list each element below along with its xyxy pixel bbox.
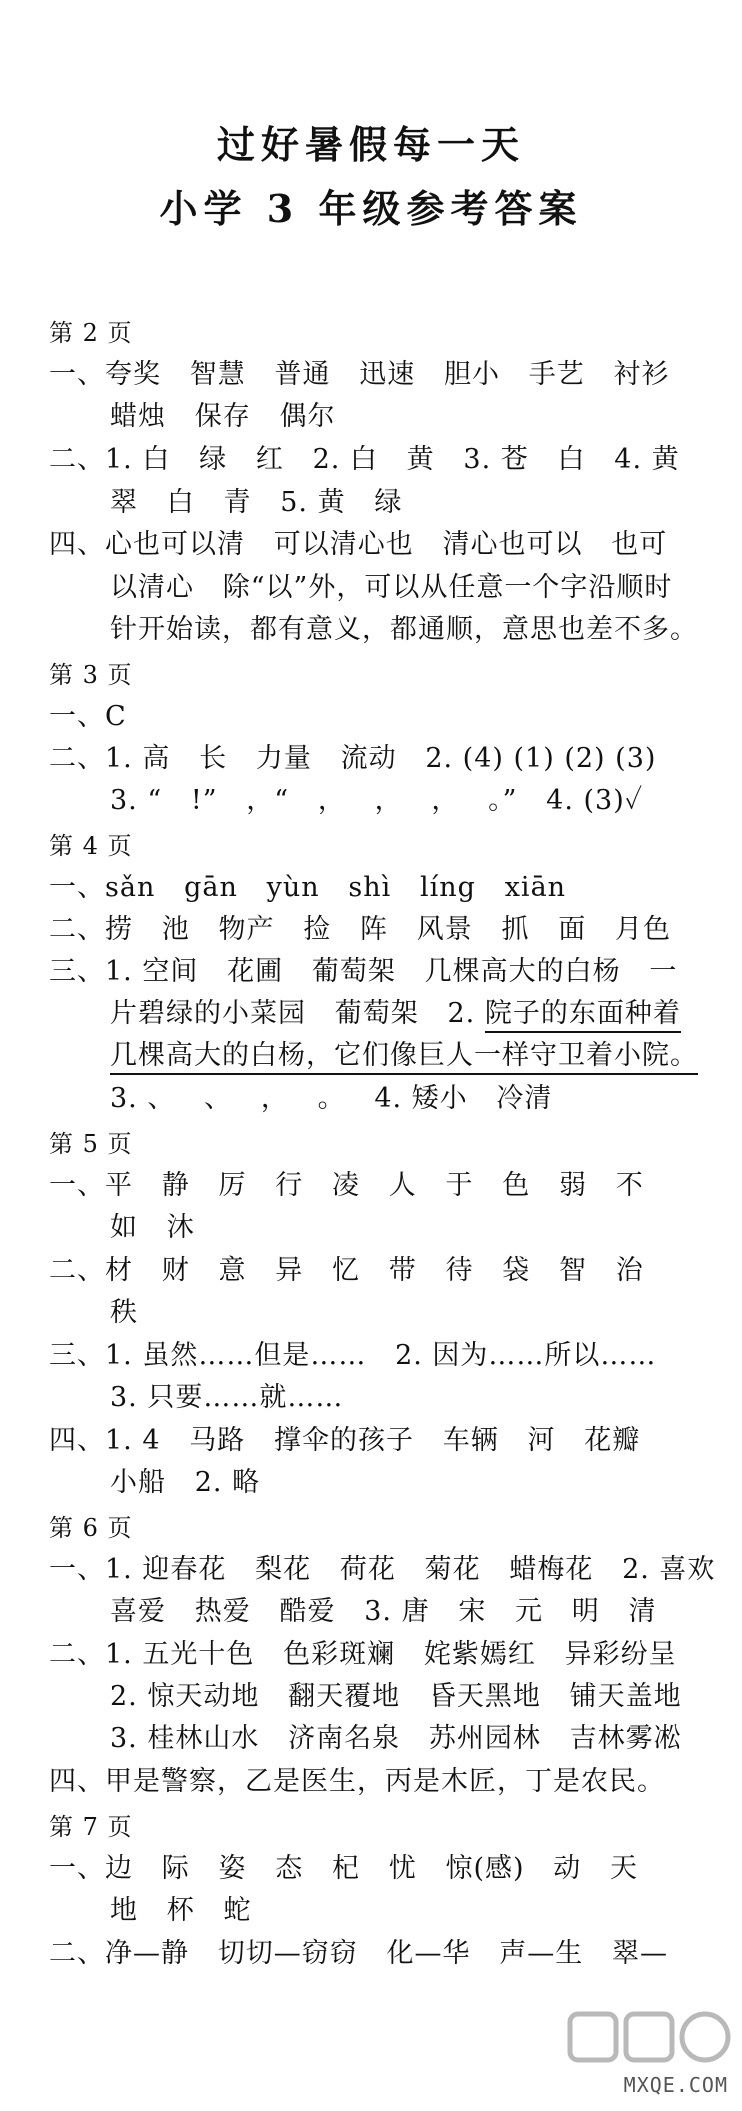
answer-line: 二、1. 高 长 力量 流动 2. (4) (1) (2) (3) [49, 743, 657, 774]
page-subtitle: 小学 3 年级参考答案 [159, 186, 583, 231]
page-heading-7: 第 7 页 [49, 1813, 133, 1841]
answer-line: 3. “ !” ，“ ， ， ， 。” 4. (3)✓ [110, 785, 644, 816]
answer-line: 小船 2. 略 [110, 1467, 261, 1498]
answer-line: 一、夸奖 智慧 普通 迅速 胆小 手艺 衬衫 [49, 359, 670, 390]
answer-text: 片碧绿的小菜园 葡萄架 2. [110, 998, 476, 1029]
underlined-answer: 院子的东面种着 [485, 998, 681, 1033]
answer-line: 3. 桂林山水 济南名泉 苏州园林 吉林雾凇 [110, 1723, 682, 1754]
page-heading-5: 第 5 页 [49, 1130, 133, 1158]
answer-line: 一、C [49, 701, 127, 732]
answer-line: 四、甲是警察，乙是医生，丙是木匠，丁是农民。 [49, 1766, 665, 1797]
underlined-answer: 几棵高大的白杨，它们像巨人一样守卫着小院。 [110, 1040, 698, 1075]
answer-line: 四、1. 4 马路 撑伞的孩子 车辆 河 花瓣 [49, 1425, 641, 1456]
answer-line: 3. 、 、 ， 。 4. 矮小 冷清 [110, 1083, 553, 1114]
page-title: 过好暑假每一天 [216, 122, 525, 167]
answer-line: 二、净—静 切切—窃窃 化—华 声—生 翠— [49, 1938, 668, 1969]
answer-line: 一、1. 迎春花 梨花 荷花 菊花 蜡梅花 2. 喜欢 [49, 1554, 716, 1585]
page-heading-4: 第 4 页 [49, 832, 133, 860]
answer-line [110, 1039, 698, 1073]
page-heading-3: 第 3 页 [49, 661, 133, 689]
answer-line: 四、心也可以清 可以清心也 清心也可以 也可 [49, 529, 668, 560]
answer-line: 一、平 静 厉 行 凌 人 于 色 弱 不 [49, 1170, 644, 1201]
answer-line: 针开始读，都有意义，都通顺，意思也差不多。 [110, 614, 698, 645]
answer-line: 一、边 际 姿 态 杞 忧 惊(感) 动 天 [49, 1853, 639, 1884]
answer-line: 3. 只要……就…… [110, 1382, 344, 1413]
answer-line [110, 997, 681, 1031]
answer-line: 一、sǎn gān yùn shì líng xiān [49, 872, 567, 903]
answer-line: 蜡烛 保存 偶尔 [110, 401, 336, 432]
watermark-text: MXQE.COM [623, 2073, 728, 2097]
answer-line: 地 杯 蛇 [110, 1895, 252, 1926]
answer-line: 三、1. 虽然……但是…… 2. 因为……所以…… [49, 1340, 657, 1371]
answer-line: 二、材 财 意 异 忆 带 待 袋 智 治 [49, 1255, 644, 1286]
answer-line: 二、1. 白 绿 红 2. 白 黄 3. 苍 白 4. 黄 [49, 444, 680, 475]
answer-line: 三、1. 空间 花圃 葡萄架 几棵高大的白杨 一 [49, 956, 678, 987]
answer-line: 秩 [110, 1297, 138, 1328]
answer-line: 翠 白 青 5. 黄 绿 [110, 487, 403, 518]
answer-line: 喜爱 热爱 酷爱 3. 唐 宋 元 明 清 [110, 1596, 657, 1627]
answer-line: 以清心 除“以”外，可以从任意一个字沿顺时 [110, 572, 673, 603]
answer-line: 二、捞 池 物产 捡 阵 风景 抓 面 月色 [49, 914, 671, 945]
answer-line: 二、1. 五光十色 色彩斑斓 姹紫嫣红 异彩纷呈 [49, 1639, 677, 1670]
answer-line: 2. 惊天动地 翻天覆地 昏天黑地 铺天盖地 [110, 1681, 682, 1712]
answer-line: 如 沐 [110, 1212, 195, 1243]
page-heading-2: 第 2 页 [49, 319, 133, 347]
page-heading-6: 第 6 页 [49, 1514, 133, 1542]
